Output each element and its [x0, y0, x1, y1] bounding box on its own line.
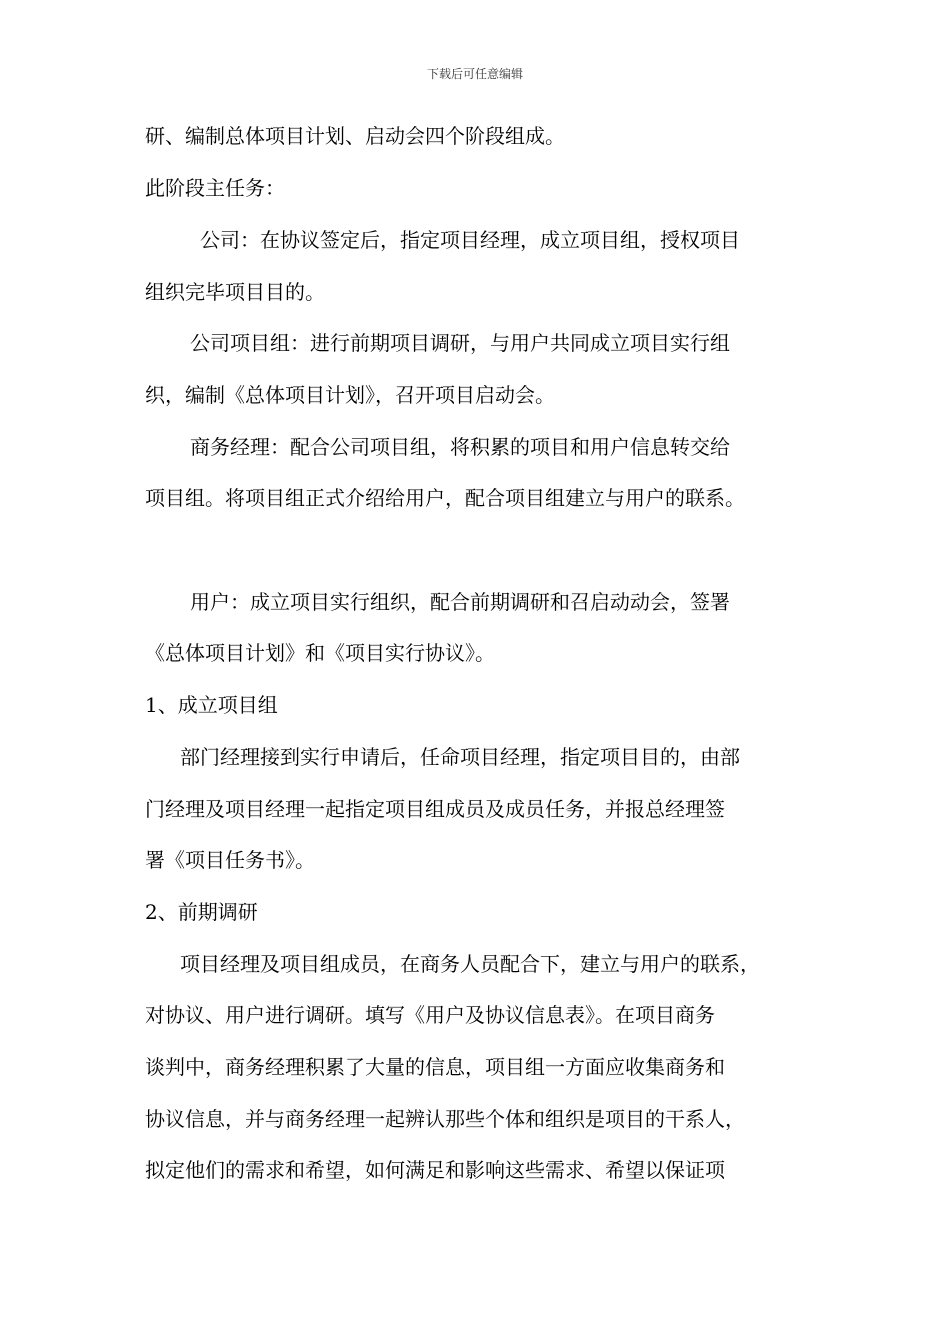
paragraph-line: 拟定他们的需求和希望，如何满足和影响这些需求、希望以保证项 [145, 1158, 725, 1182]
section-heading: 1、成立项目组 [145, 693, 278, 717]
section-heading: 2、前期调研 [145, 900, 258, 924]
paragraph-line: 协议信息，并与商务经理一起辨认那些个体和组织是项目的干系人， [145, 1107, 745, 1131]
paragraph-line: 署《项目任务书》。 [145, 848, 315, 872]
paragraph-line: 公司项目组：进行前期项目调研，与用户共同成立项目实行组 [190, 331, 730, 355]
paragraph-line: 项目组。将项目组正式介绍给用户，配合项目组建立与用户的联系。 [145, 486, 745, 510]
paragraph-line: 研、编制总体项目计划、启动会四个阶段组成。 [145, 124, 565, 148]
paragraph-line: 谈判中，商务经理积累了大量的信息，项目组一方面应收集商务和 [145, 1055, 725, 1079]
paragraph-line: 门经理及项目经理一起指定项目组成员及成员任务，并报总经理签 [145, 797, 725, 821]
paragraph-line: 此阶段主任务： [145, 176, 285, 200]
paragraph-line: 商务经理：配合公司项目组，将积累的项目和用户信息转交给 [190, 435, 730, 459]
paragraph-line: 对协议、用户进行调研。填写《用户及协议信息表》。在项目商务 [145, 1003, 715, 1027]
paragraph-line: 公司：在协议签定后，指定项目经理，成立项目组，授权项目 [200, 228, 740, 252]
paragraph-line: 用户：成立项目实行组织，配合前期调研和召启动动会，签署 [190, 590, 730, 614]
paragraph-line: 《总体项目计划》和《项目实行协议》。 [145, 641, 495, 665]
paragraph-line: 织，编制《总体项目计划》，召开项目启动会。 [145, 383, 555, 407]
paragraph-line: 组织完毕项目目的。 [145, 280, 325, 304]
page-header: 下载后可任意编辑 [426, 67, 523, 81]
paragraph-line: 项目经理及项目组成员，在商务人员配合下，建立与用户的联系， [180, 952, 760, 976]
paragraph-line: 部门经理接到实行申请后，任命项目经理，指定项目目的，由部 [180, 745, 740, 769]
